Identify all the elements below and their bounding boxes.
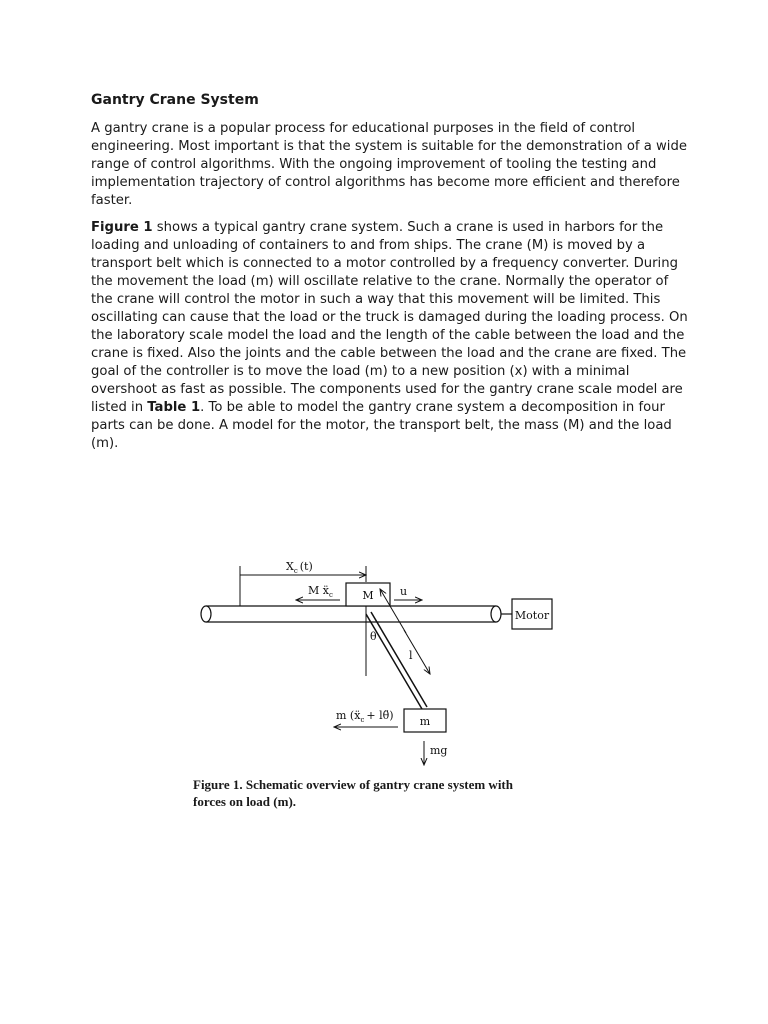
length-arrow-down	[404, 630, 430, 674]
figure-caption	[193, 776, 593, 810]
position-argument: (t)	[299, 560, 313, 573]
figure-reference: Figure 1	[91, 220, 153, 235]
section-title: Gantry Crane System	[91, 92, 259, 108]
cart-label: M	[362, 589, 374, 602]
table-reference: Table 1	[147, 400, 201, 415]
description-tail: . To be able to model the gantry crane system a decomposition in four parts can be done. A model for the motor, the transport belt, the mass (M) and the load (m).	[91, 400, 672, 451]
inertia-subscript: c	[328, 591, 333, 599]
load-force-label: m (ẍ	[336, 709, 361, 722]
cable-line-right	[371, 612, 427, 707]
svg-text:Xc(t)	[286, 560, 313, 575]
position-label: X	[286, 560, 294, 573]
load-force-rest: + lθ̈)	[366, 709, 394, 722]
caption-line-2: forces on load (m).	[193, 794, 297, 809]
angle-label: θ	[370, 630, 377, 643]
cable-line-left	[366, 614, 422, 709]
intro-paragraph: A gantry crane is a popular process for educational purposes in the field of control engineering. Most important is that the system is suitable for the demonstration of a wide range of control algorithms. With the ongoing improvement of tooling the testing and implementation trajectory of control algorithms has become more efficient and therefore faster.	[91, 121, 687, 208]
load-label: m	[419, 715, 431, 728]
gantry-crane-figure	[190, 548, 570, 778]
description-paragraph	[91, 219, 691, 453]
position-subscript: c	[293, 567, 298, 575]
gravity-label: mg	[430, 744, 448, 757]
force-label: u	[400, 585, 408, 598]
gantry-crane-diagram	[190, 548, 570, 778]
description-body: shows a typical gantry crane system. Such a crane is used in harbors for the loading and unloading of containers to and from ships. The crane (M) is moved by a transport belt which is connected to a motor controlled by a frequency converter. During the movement the load (m) will oscillate relative to the crane. Normally the operator of the crane will control the motor in such a way that this movement will be limited. This oscillating can cause that the load or the truck is damaged during the loading process. On the laboratory scale model the load and the length of the cable between the load and the crane is fixed. Also the joints and the cable between the load and the crane are fixed. The goal of the controller is to move the load (m) to a new position (x) with a minimal overshoot as fast as possible. The components used for the gantry crane scale model are listed in	[91, 220, 688, 415]
caption-line-1: Figure 1. Schematic overview of gantry crane system with	[193, 777, 513, 792]
motor-label: Motor	[514, 609, 550, 622]
inertia-label: M ẍ	[308, 584, 329, 597]
svg-text:m (ẍc+ lθ̈)	[336, 709, 394, 724]
transport-rail	[201, 606, 501, 622]
svg-text:M ẍc	[308, 584, 333, 599]
length-label: l	[409, 649, 413, 662]
load-force-subscript: c	[360, 716, 365, 724]
